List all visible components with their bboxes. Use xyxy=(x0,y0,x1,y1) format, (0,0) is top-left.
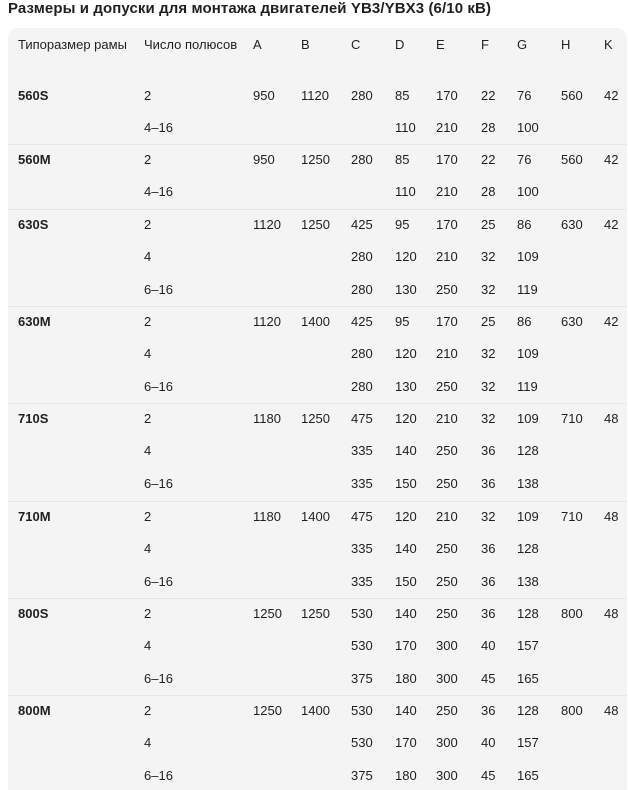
header-cell: K xyxy=(604,37,613,52)
dimension-cell: 138 xyxy=(517,475,539,491)
dimension-cell: 109 xyxy=(517,346,539,362)
dimension-cell: 32 xyxy=(481,249,496,265)
dimension-cell: 157 xyxy=(517,638,539,654)
row-divider xyxy=(8,403,627,404)
dimension-cell: 95 xyxy=(395,217,410,232)
poles-cell: 4 xyxy=(144,249,152,265)
dimension-cell: 120 xyxy=(395,509,417,524)
dimension-cell: 138 xyxy=(517,573,539,589)
dimension-cell: 180 xyxy=(395,767,417,783)
page-title: Размеры и допуски для монтажа двигателей YB3/YBX3 (6/10 кВ) xyxy=(8,0,492,17)
row-divider xyxy=(8,695,627,696)
dimension-cell: 48 xyxy=(604,411,619,426)
dimension-cell: 1120 xyxy=(301,88,329,103)
header-cell: Типоразмер рамы xyxy=(18,37,127,52)
dimension-cell: 120 xyxy=(395,249,417,265)
dimension-cell: 1250 xyxy=(301,411,330,426)
dimension-cell: 300 xyxy=(436,767,458,783)
poles-cell: 2 xyxy=(144,509,152,524)
dimension-cell: 280 xyxy=(351,346,373,362)
poles-cell: 2 xyxy=(144,703,152,718)
dimension-cell: 425 xyxy=(351,217,373,232)
poles-cell: 2 xyxy=(144,314,152,329)
dimension-cell: 165 xyxy=(517,670,539,686)
dimension-cell: 800 xyxy=(561,703,583,718)
dimension-cell: 130 xyxy=(395,281,417,297)
dimension-cell: 180 xyxy=(395,670,417,686)
frame-size-cell: 560S xyxy=(18,88,49,103)
header-cell: Число полюсов xyxy=(144,37,238,52)
dimension-cell: 32 xyxy=(481,378,496,394)
dimension-cell: 1400 xyxy=(301,509,330,524)
dimension-cell: 425 xyxy=(351,314,373,329)
dimension-cell: 140 xyxy=(395,703,417,718)
dimension-cell: 109 xyxy=(517,249,539,265)
dimension-cell: 210 xyxy=(436,249,458,265)
dimension-cell: 170 xyxy=(395,638,417,654)
header-cell: E xyxy=(436,37,445,52)
row-divider xyxy=(8,209,627,210)
row-divider xyxy=(8,144,627,145)
dimension-cell: 280 xyxy=(351,378,373,394)
dimension-cell: 335 xyxy=(351,443,373,459)
dimension-cell: 119 xyxy=(517,378,538,394)
dimension-cell: 28 xyxy=(481,184,496,200)
dimension-cell: 42 xyxy=(604,314,619,329)
dimension-cell: 170 xyxy=(436,217,458,232)
dimension-cell: 28 xyxy=(481,120,496,136)
dimension-cell: 45 xyxy=(481,670,496,686)
dimension-cell: 140 xyxy=(395,541,417,557)
dimension-cell: 950 xyxy=(253,88,275,103)
dimension-cell: 280 xyxy=(351,281,373,297)
dimension-cell: 280 xyxy=(351,249,373,265)
dimension-cell: 530 xyxy=(351,606,373,621)
dimension-cell: 48 xyxy=(604,509,619,524)
dimension-cell: 210 xyxy=(436,346,458,362)
dimension-cell: 165 xyxy=(517,767,539,783)
dimension-cell: 300 xyxy=(436,735,458,751)
dimension-cell: 22 xyxy=(481,88,496,103)
dimension-cell: 150 xyxy=(395,475,417,491)
dimension-cell: 100 xyxy=(517,120,539,136)
header-cell: G xyxy=(517,37,528,52)
poles-cell: 6–16 xyxy=(144,670,173,686)
dimension-cell: 710 xyxy=(561,509,583,524)
dimension-cell: 250 xyxy=(436,475,458,491)
dimension-cell: 48 xyxy=(604,606,619,621)
dimension-cell: 170 xyxy=(436,88,458,103)
frame-size-cell: 800M xyxy=(18,703,51,718)
dimension-cell: 42 xyxy=(604,217,619,232)
dimension-cell: 530 xyxy=(351,638,373,654)
dimension-cell: 86 xyxy=(517,314,532,329)
dimension-cell: 76 xyxy=(517,152,532,167)
poles-cell: 2 xyxy=(144,411,152,426)
dimension-cell: 42 xyxy=(604,88,619,103)
dimension-cell: 1250 xyxy=(301,606,330,621)
dimension-cell: 1120 xyxy=(253,314,281,329)
dimension-cell: 800 xyxy=(561,606,583,621)
poles-cell: 2 xyxy=(144,606,152,621)
dimension-cell: 22 xyxy=(481,152,496,167)
dimension-cell: 170 xyxy=(395,735,417,751)
frame-size-cell: 710S xyxy=(18,411,49,426)
dimension-cell: 250 xyxy=(436,541,458,557)
dimension-cell: 25 xyxy=(481,314,496,329)
dimension-cell: 1120 xyxy=(253,217,281,232)
dimension-cell: 250 xyxy=(436,606,458,621)
dimension-cell: 48 xyxy=(604,703,619,718)
dimension-cell: 210 xyxy=(436,509,458,524)
dimension-cell: 1250 xyxy=(253,703,282,718)
poles-cell: 2 xyxy=(144,88,152,103)
row-divider xyxy=(8,598,627,599)
poles-cell: 2 xyxy=(144,217,152,232)
dimension-cell: 128 xyxy=(517,606,539,621)
dimension-cell: 710 xyxy=(561,411,583,426)
dimension-cell: 95 xyxy=(395,314,410,329)
poles-cell: 4–16 xyxy=(144,184,173,200)
dimension-cell: 1400 xyxy=(301,314,330,329)
dimension-cell: 45 xyxy=(481,767,496,783)
dimension-cell: 140 xyxy=(395,443,417,459)
poles-cell: 6–16 xyxy=(144,573,173,589)
dimension-cell: 109 xyxy=(517,411,539,426)
dimension-cell: 170 xyxy=(436,152,458,167)
dimension-cell: 280 xyxy=(351,152,373,167)
dimension-cell: 140 xyxy=(395,606,417,621)
dimension-cell: 300 xyxy=(436,638,458,654)
dimension-cell: 630 xyxy=(561,314,583,329)
dimension-cell: 250 xyxy=(436,378,458,394)
dimension-cell: 630 xyxy=(561,217,583,232)
dimension-cell: 32 xyxy=(481,281,496,297)
dimension-cell: 170 xyxy=(436,314,458,329)
dimension-cell: 36 xyxy=(481,541,496,557)
dimension-cell: 86 xyxy=(517,217,532,232)
poles-cell: 4 xyxy=(144,541,152,557)
poles-cell: 4 xyxy=(144,735,152,751)
dimension-cell: 128 xyxy=(517,443,539,459)
header-cell: A xyxy=(253,37,262,52)
dimension-cell: 36 xyxy=(481,703,496,718)
dimension-cell: 32 xyxy=(481,346,496,362)
frame-size-cell: 630M xyxy=(18,314,51,329)
dimension-cell: 128 xyxy=(517,541,539,557)
dimension-cell: 32 xyxy=(481,411,496,426)
dimension-cell: 32 xyxy=(481,509,496,524)
dimension-cell: 150 xyxy=(395,573,417,589)
dimension-cell: 250 xyxy=(436,703,458,718)
poles-cell: 4 xyxy=(144,346,152,362)
dimension-cell: 85 xyxy=(395,88,410,103)
dimension-cell: 375 xyxy=(351,767,373,783)
dimension-cell: 36 xyxy=(481,606,496,621)
dimension-cell: 128 xyxy=(517,703,539,718)
dimension-cell: 36 xyxy=(481,475,496,491)
dimension-cell: 300 xyxy=(436,670,458,686)
frame-size-cell: 630S xyxy=(18,217,49,232)
frame-size-cell: 710M xyxy=(18,509,51,524)
dimension-cell: 335 xyxy=(351,475,373,491)
poles-cell: 6–16 xyxy=(144,281,173,297)
row-divider xyxy=(8,306,627,307)
poles-cell: 6–16 xyxy=(144,767,173,783)
dimension-cell: 530 xyxy=(351,735,373,751)
dimension-cell: 42 xyxy=(604,152,619,167)
dimension-cell: 210 xyxy=(436,411,458,426)
dimension-cell: 110 xyxy=(395,120,416,136)
dimension-cell: 560 xyxy=(561,152,583,167)
dimension-cell: 950 xyxy=(253,152,275,167)
dimension-cell: 120 xyxy=(395,346,417,362)
dimension-cell: 335 xyxy=(351,541,373,557)
poles-cell: 6–16 xyxy=(144,475,173,491)
poles-cell: 6–16 xyxy=(144,378,173,394)
frame-size-cell: 560M xyxy=(18,152,51,167)
dimension-cell: 36 xyxy=(481,443,496,459)
dimension-cell: 119 xyxy=(517,281,538,297)
dimension-cell: 85 xyxy=(395,152,410,167)
dimension-cell: 1250 xyxy=(301,217,330,232)
dimension-cell: 250 xyxy=(436,281,458,297)
dimension-cell: 210 xyxy=(436,184,458,200)
dimension-cell: 36 xyxy=(481,573,496,589)
dimension-cell: 100 xyxy=(517,184,539,200)
header-cell: C xyxy=(351,37,361,52)
dimension-cell: 560 xyxy=(561,88,583,103)
dimension-cell: 25 xyxy=(481,217,496,232)
dimension-cell: 40 xyxy=(481,735,496,751)
dimension-cell: 1250 xyxy=(253,606,282,621)
dimension-cell: 475 xyxy=(351,509,373,524)
dimension-cell: 76 xyxy=(517,88,532,103)
dimension-cell: 120 xyxy=(395,411,417,426)
header-cell: D xyxy=(395,37,405,52)
dimension-cell: 375 xyxy=(351,670,373,686)
dimension-cell: 40 xyxy=(481,638,496,654)
dimension-cell: 130 xyxy=(395,378,417,394)
dimension-cell: 475 xyxy=(351,411,373,426)
dimension-cell: 1180 xyxy=(253,509,281,524)
poles-cell: 2 xyxy=(144,152,152,167)
dimension-cell: 1400 xyxy=(301,703,330,718)
dimension-cell: 250 xyxy=(436,443,458,459)
poles-cell: 4–16 xyxy=(144,120,173,136)
dimension-cell: 530 xyxy=(351,703,373,718)
dimension-cell: 250 xyxy=(436,573,458,589)
header-cell: H xyxy=(561,37,571,52)
poles-cell: 4 xyxy=(144,443,152,459)
dimension-cell: 109 xyxy=(517,509,539,524)
dimension-cell: 210 xyxy=(436,120,458,136)
frame-size-cell: 800S xyxy=(18,606,49,621)
poles-cell: 4 xyxy=(144,638,152,654)
dimension-cell: 335 xyxy=(351,573,373,589)
dimension-cell: 1180 xyxy=(253,411,281,426)
row-divider xyxy=(8,501,627,502)
dimension-cell: 280 xyxy=(351,88,373,103)
dimension-cell: 157 xyxy=(517,735,539,751)
dimension-cell: 110 xyxy=(395,184,416,200)
header-cell: F xyxy=(481,37,489,52)
dimension-cell: 1250 xyxy=(301,152,330,167)
header-cell: B xyxy=(301,37,310,52)
